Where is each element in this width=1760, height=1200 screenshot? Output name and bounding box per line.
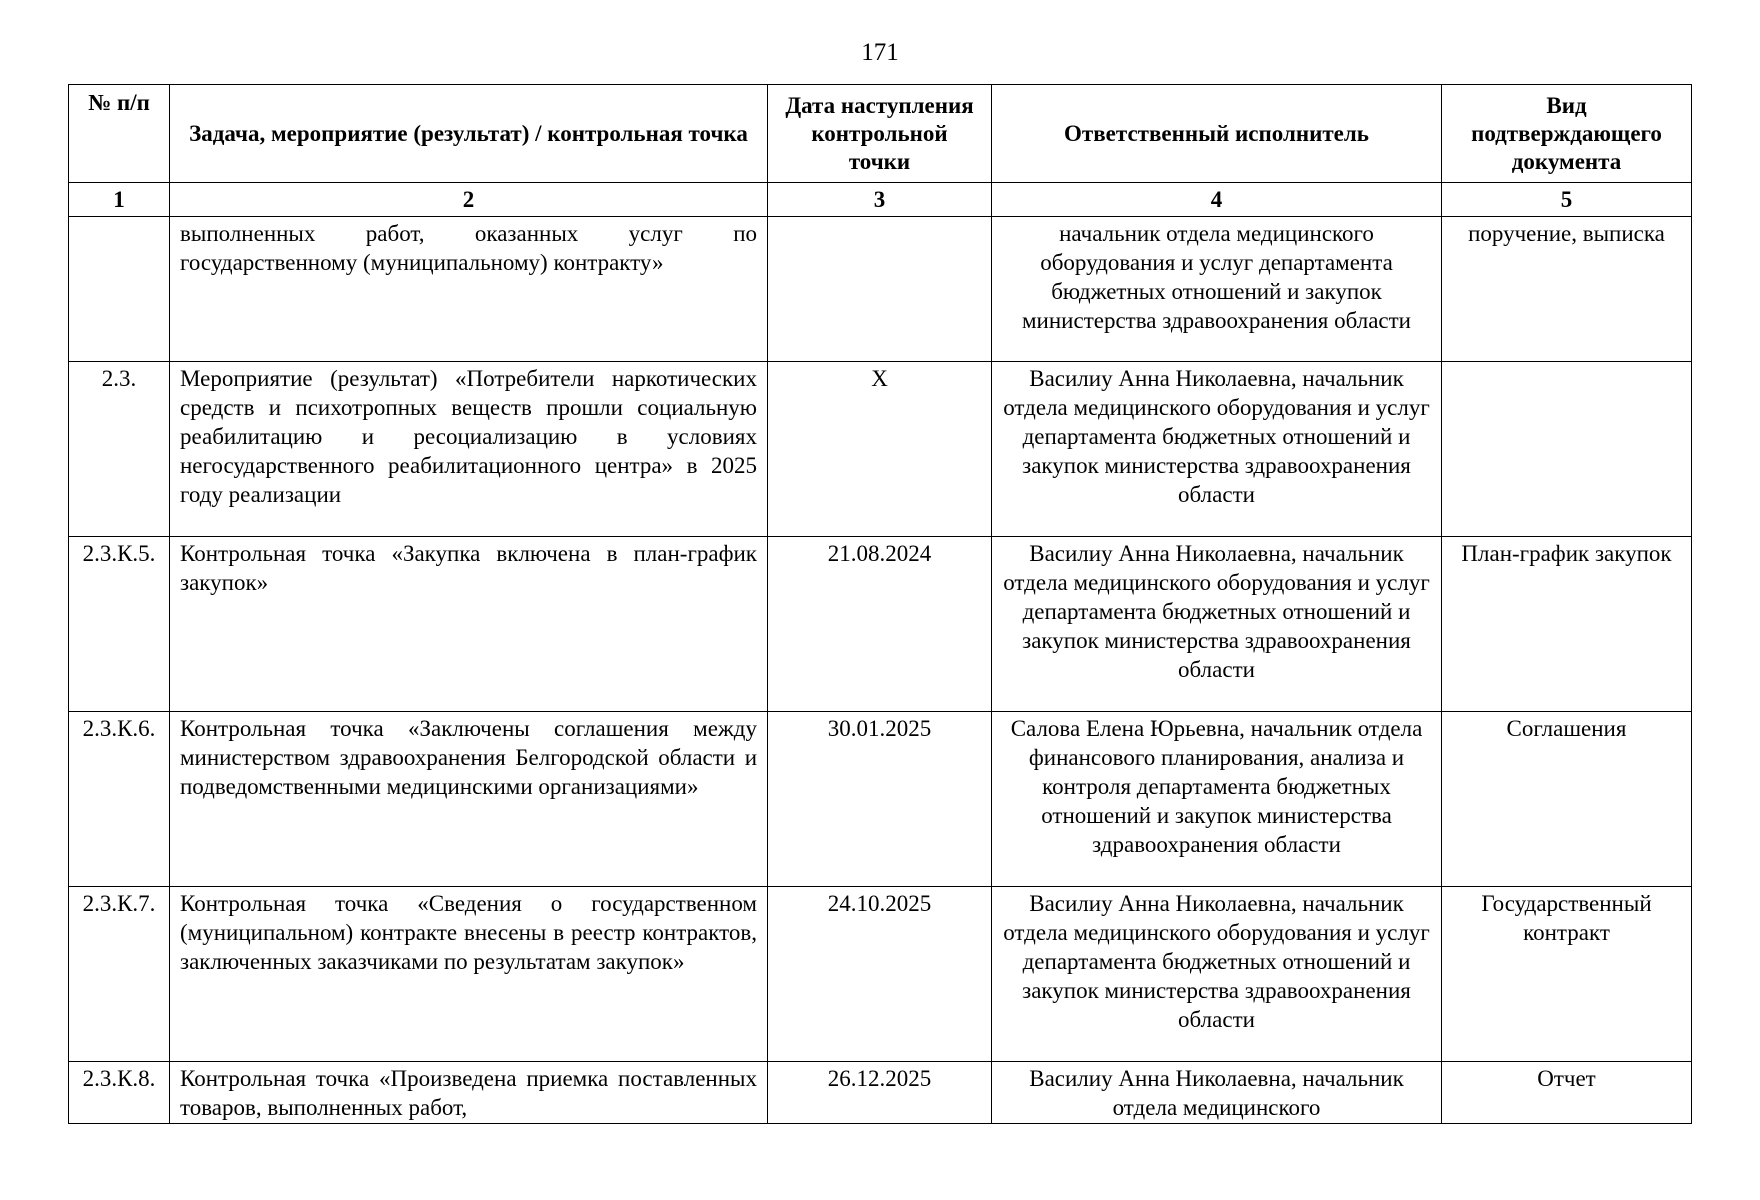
row-number: 2.3.К.8. xyxy=(69,1062,170,1124)
row-task: Контрольная точка «Закупка включена в план-график закупок» xyxy=(170,537,768,712)
table-row xyxy=(69,362,1692,537)
row-responsible: Василиу Анна Николаевна, начальник отдела медицинского оборудования и услуг департамента бюджетных отношений и закупок министерства здравоохранения области xyxy=(992,537,1442,712)
row-document: Отчет xyxy=(1442,1062,1692,1124)
row-task: выполненных работ, оказанных услуг по государственному (муниципальному) контракту» xyxy=(170,217,768,362)
row-document: Государственный контракт xyxy=(1442,887,1692,1062)
table-row xyxy=(69,887,1692,1062)
page-number: 171 xyxy=(861,39,899,66)
header-responsible: Ответственный исполнитель xyxy=(992,85,1442,183)
row-date: 26.12.2025 xyxy=(768,1062,992,1124)
row-responsible: Василиу Анна Николаевна, начальник отдела медицинского оборудования и услуг департамента бюджетных отношений и закупок министерства здравоохранения области xyxy=(992,887,1442,1062)
column-number-row xyxy=(69,183,1692,217)
row-date: 21.08.2024 xyxy=(768,537,992,712)
row-responsible: Василиу Анна Николаевна, начальник отдела медицинского xyxy=(992,1062,1442,1124)
row-document: поручение, выписка xyxy=(1442,217,1692,362)
column-number: 2 xyxy=(170,183,768,217)
row-document xyxy=(1442,362,1692,537)
row-document: План-график закупок xyxy=(1442,537,1692,712)
row-task: Контрольная точка «Сведения о государственном (муниципальном) контракте внесены в реестр контрактов, заключенных заказчиками по результатам закупок» xyxy=(170,887,768,1062)
row-document: Соглашения xyxy=(1442,712,1692,887)
row-responsible: начальник отдела медицинского оборудования и услуг департамента бюджетных отношений и закупок министерства здравоохранения области xyxy=(992,217,1442,362)
row-date: 30.01.2025 xyxy=(768,712,992,887)
table-row xyxy=(69,537,1692,712)
row-number: 2.3.К.7. xyxy=(69,887,170,1062)
row-date: Х xyxy=(768,362,992,537)
header-task: Задача, мероприятие (результат) / контрольная точка xyxy=(170,85,768,183)
row-number: 2.3. xyxy=(69,362,170,537)
table-header-row xyxy=(69,85,1692,183)
row-task: Мероприятие (результат) «Потребители наркотических средств и психотропных веществ прошли социальную реабилитацию и ресоциализацию в условиях негосударственного реабилитационного центра» в 2025 году реализации xyxy=(170,362,768,537)
row-date: 24.10.2025 xyxy=(768,887,992,1062)
column-number: 5 xyxy=(1442,183,1692,217)
row-number: 2.3.К.6. xyxy=(69,712,170,887)
header-document: Вид подтверждающего документа xyxy=(1442,85,1692,183)
control-points-table xyxy=(68,84,1692,1124)
header-number: № п/п xyxy=(69,85,170,183)
row-responsible: Василиу Анна Николаевна, начальник отдела медицинского оборудования и услуг департамента бюджетных отношений и закупок министерства здравоохранения области xyxy=(992,362,1442,537)
row-number xyxy=(69,217,170,362)
table-row xyxy=(69,217,1692,362)
row-responsible: Салова Елена Юрьевна, начальник отдела финансового планирования, анализа и контроля департамента бюджетных отношений и закупок министерства здравоохранения области xyxy=(992,712,1442,887)
table-row xyxy=(69,1062,1692,1124)
column-number: 3 xyxy=(768,183,992,217)
row-task: Контрольная точка «Заключены соглашения между министерством здравоохранения Белгородской области и подведомственными медицинскими организациями» xyxy=(170,712,768,887)
column-number: 4 xyxy=(992,183,1442,217)
row-task: Контрольная точка «Произведена приемка поставленных товаров, выполненных работ, xyxy=(170,1062,768,1124)
header-date: Дата наступления контрольной точки xyxy=(768,85,992,183)
column-number: 1 xyxy=(69,183,170,217)
row-date xyxy=(768,217,992,362)
row-number: 2.3.К.5. xyxy=(69,537,170,712)
table-row xyxy=(69,712,1692,887)
